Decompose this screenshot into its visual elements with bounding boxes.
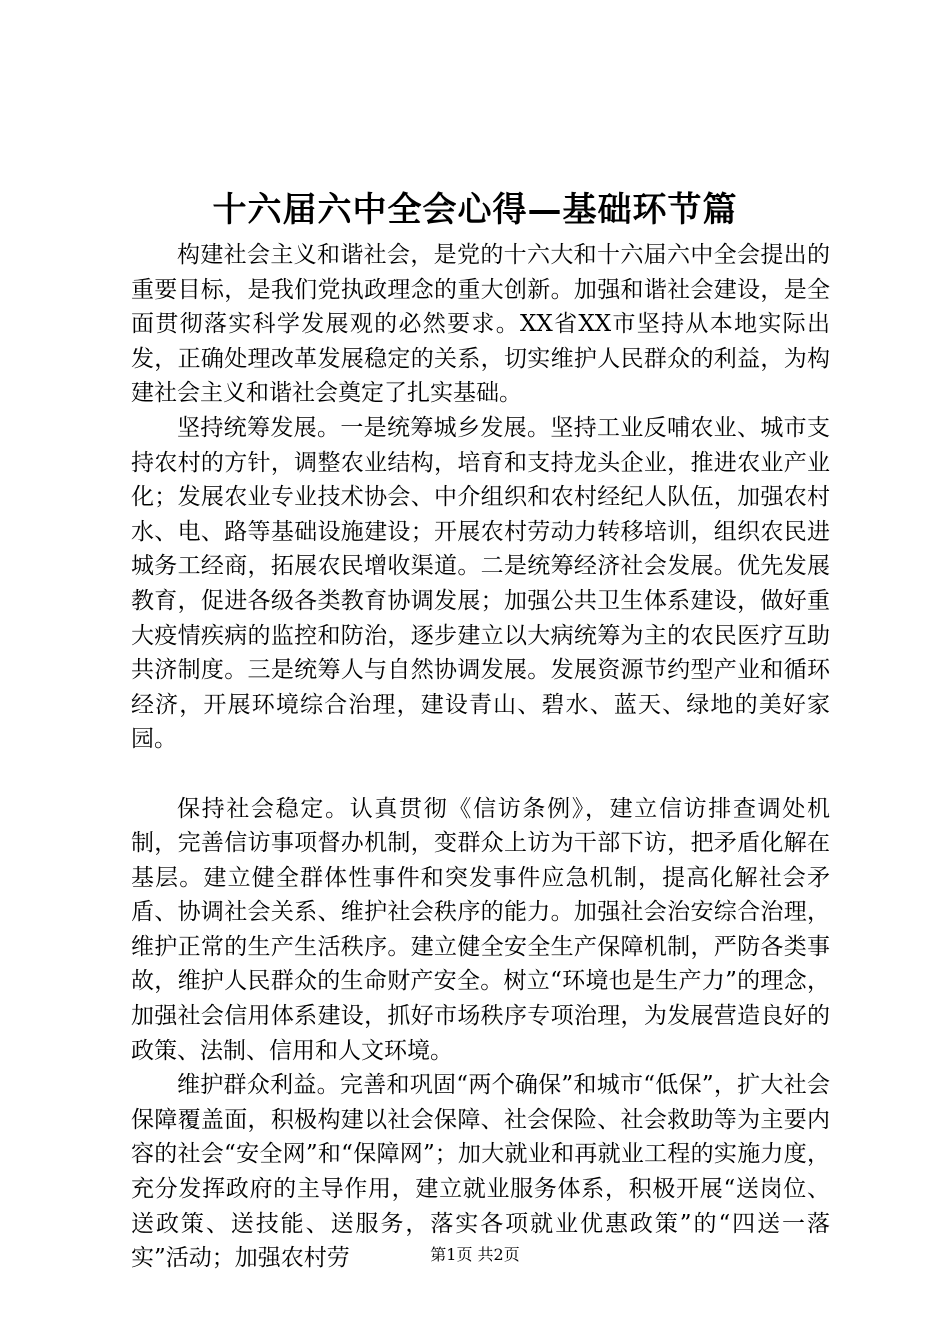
page-number-footer: 第1页 共2页 bbox=[430, 1245, 520, 1264]
paragraph-public-interests: 维护群众利益。完善和巩固“两个确保”和城市“低保”，扩大社会保障覆盖面，积极构建以社会保障、社会保险、社会救助等为主要内容的社会“安全网”和“保障网”；加大就业和再就业工程的实施力度，充分发挥政府的主导作用，建立就业服务体系，积极开展“送岗位、送政策、送技能、送服务，落实各项就业优惠政策”的“四送一落实”活动；加强农村劳 bbox=[131, 1072, 830, 1272]
paragraph-spacer bbox=[131, 757, 830, 792]
paragraph-coordinated-development: 坚持统筹发展。一是统筹城乡发展。坚持工业反哺农业、城市支持农村的方针，调整农业结构，培育和支持龙头企业，推进农业产业化；发展农业专业技术协会、中介组织和农村经纪人队伍，加强农村水、电、路等基础设施建设；开展农村劳动力转移培训，组织农民进城务工经商，拓展农民增收渠道。二是统筹经济社会发展。优先发展教育，促进各级各类教育协调发展；加强公共卫生体系建设，做好重大疫情疾病的监控和防治，逐步建立以大病统筹为主的农民医疗互助共济制度。三是统筹人与自然协调发展。发展资源节约型产业和循环经济，开展环境综合治理，建设青山、碧水、蓝天、绿地的美好家园。 bbox=[131, 414, 830, 753]
paragraph-social-stability: 保持社会稳定。认真贯彻《信访条例》，建立信访排查调处机制，完善信访事项督办机制，变群众上访为干部下访，把矛盾化解在基层。建立健全群体性事件和突发事件应急机制，提高化解社会矛盾、协调社会关系、维护社会秩序的能力。加强社会治安综合治理，维护正常的生产生活秩序。建立健全安全生产保障机制，严防各类事故，维护人民群众的生命财产安全。树立“环境也是生产力”的理念，加强社会信用体系建设，抓好市场秩序专项治理，为发展营造良好的政策、法制、信用和人文环境。 bbox=[131, 795, 830, 1064]
document-body bbox=[131, 238, 830, 1276]
paragraph-intro: 构建社会主义和谐社会，是党的十六大和十六届六中全会提出的重要目标，是我们党执政理念的重大创新。加强和谐社会建设，是全面贯彻落实科学发展观的必然要求。XX省XX市坚持从本地实际出发，正确处理改革发展稳定的关系，切实维护人民群众的利益，为构建社会主义和谐社会奠定了扎实基础。 bbox=[131, 242, 830, 407]
document-title: 十六届六中全会心得—基础环节篇 bbox=[212, 190, 738, 230]
